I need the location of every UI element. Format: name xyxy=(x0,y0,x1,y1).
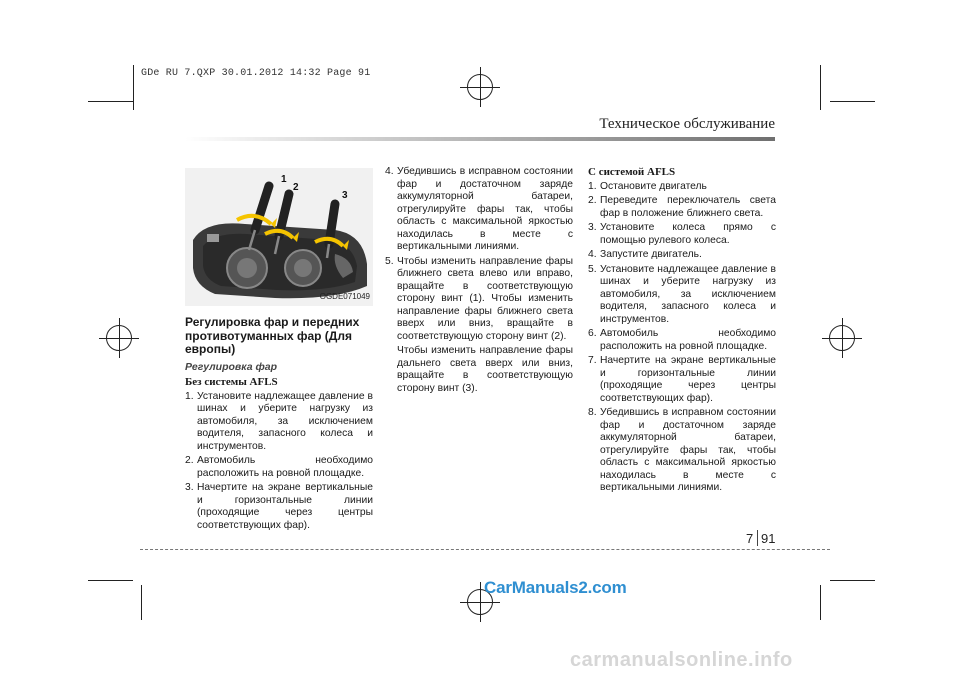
step-number: 7. xyxy=(588,355,597,366)
header-title: Техническое обслуживание xyxy=(599,116,775,132)
list-item xyxy=(185,455,373,480)
crop-mark xyxy=(820,65,821,110)
step-text: Запустите двигатель. xyxy=(600,249,702,260)
step-number: 6. xyxy=(588,328,597,339)
registration-mark xyxy=(822,318,862,358)
step-number: 3. xyxy=(185,482,194,493)
step-text: Убедившись в исправном состоянии фар и достаточном заряде аккумуляторной батареи, отрегулируйте фары так, чтобы область с максимальной яркостью находилась в месте с вертикальными линиями. xyxy=(600,407,776,493)
step-number: 4. xyxy=(385,166,394,177)
step-number: 1. xyxy=(185,390,194,402)
section-subtitle: Регулировка фар xyxy=(185,360,278,373)
chapter-number: 7 xyxy=(746,531,754,546)
step-number: 1. xyxy=(588,180,597,192)
crop-mark xyxy=(88,580,133,581)
no-afls-steps-part-2 xyxy=(385,166,573,343)
step-text: Установите надлежащее давление в шинах и уберите нагрузку из автомобиля, за исключением водителя, запасного колеса и инструментов. xyxy=(600,263,776,325)
step-number: 5. xyxy=(385,255,394,267)
no-afls-steps-part-1 xyxy=(185,391,373,533)
step-text: Остановите двигатель xyxy=(600,180,707,192)
headlamp-illustration xyxy=(185,168,373,306)
crop-mark xyxy=(820,585,821,620)
callout-1: 1 xyxy=(281,174,287,185)
step-text: Переведите переключатель света фар в положение ближнего света. xyxy=(600,195,776,219)
page-number: 91 xyxy=(761,531,776,546)
step-text: Установите колеса прямо с помощью рулевого колеса. xyxy=(600,222,776,246)
registration-mark xyxy=(99,318,139,358)
step-number: 8. xyxy=(588,407,597,418)
list-item xyxy=(185,482,373,532)
crop-mark xyxy=(141,585,142,620)
with-afls-steps xyxy=(588,181,776,495)
list-item xyxy=(588,195,776,220)
step-text: Начертите на экране вертикальные и горизонтальные линии (проходящие через центры соответствующих фар). xyxy=(600,355,776,404)
watermark-link[interactable]: CarManuals2.com xyxy=(484,578,627,597)
callout-3: 3 xyxy=(342,190,348,201)
step-text: Начертите на экране вертикальные и горизонтальные линии (проходящие через центры соответствующих фар). xyxy=(197,482,373,531)
high-beam-paragraph: Чтобы изменить направление фары дальнего света вверх или вниз, вращайте в соответствующую сторону винт (3). xyxy=(397,345,573,394)
crop-mark xyxy=(830,101,875,102)
list-item xyxy=(588,222,776,247)
crop-mark xyxy=(830,580,875,581)
step-number: 4. xyxy=(588,249,597,260)
list-item xyxy=(385,166,573,254)
column-2 xyxy=(385,166,573,397)
list-item xyxy=(588,407,776,495)
headlamp-figure xyxy=(185,168,373,306)
crop-mark xyxy=(133,65,134,110)
step-number: 2. xyxy=(185,455,194,466)
list-item xyxy=(185,391,373,454)
with-afls-heading: С системой AFLS xyxy=(588,166,676,178)
print-slug: GDe RU 7.QXP 30.01.2012 14:32 Page 91 xyxy=(141,68,371,79)
step-text: Убедившись в исправном состоянии фар и достаточном заряде аккумуляторной батареи, отрегулируйте фары так, чтобы область с максимальной яркостью находилась в месте с вертикальными линиями. xyxy=(397,166,573,252)
section-title: Регулировка фар и передних противотуманных фар (Для европы) xyxy=(185,315,360,356)
footer-dashed-rule xyxy=(140,549,830,550)
crop-mark xyxy=(88,101,133,102)
list-item xyxy=(588,181,776,194)
step-number: 5. xyxy=(588,263,597,275)
step-text: Автомобиль необходимо расположить на ровной площадке. xyxy=(600,328,776,352)
callout-2: 2 xyxy=(293,182,299,193)
list-item xyxy=(588,249,776,262)
step-text: Автомобиль необходимо расположить на ровной площадке. xyxy=(197,455,373,479)
step-number: 2. xyxy=(588,195,597,206)
step-number: 3. xyxy=(588,222,597,233)
step-text: Установите надлежащее давление в шинах и уберите нагрузку из автомобиля, за исключением водителя, запасного колеса и инструментов. xyxy=(197,390,373,452)
list-item xyxy=(588,264,776,327)
page-number-divider xyxy=(757,530,758,546)
column-1 xyxy=(185,168,373,534)
list-item xyxy=(588,328,776,353)
header-rule xyxy=(185,137,775,141)
step-text: Чтобы изменить направление фары ближнего света влево или вправо, вращайте в соответствующую сторону винт (1). Чтобы изменить направление фары ближнего света вверх или вниз, вращайте в соответствующую сторону винт (2). xyxy=(397,255,573,342)
list-item xyxy=(588,355,776,405)
column-3 xyxy=(588,166,776,497)
footer-site-link[interactable]: carmanualsonline.info xyxy=(570,649,793,671)
figure-code: OGDE071049 xyxy=(319,291,370,301)
list-item xyxy=(385,256,573,344)
no-afls-heading: Без системы AFLS xyxy=(185,376,278,388)
registration-mark xyxy=(460,67,500,107)
